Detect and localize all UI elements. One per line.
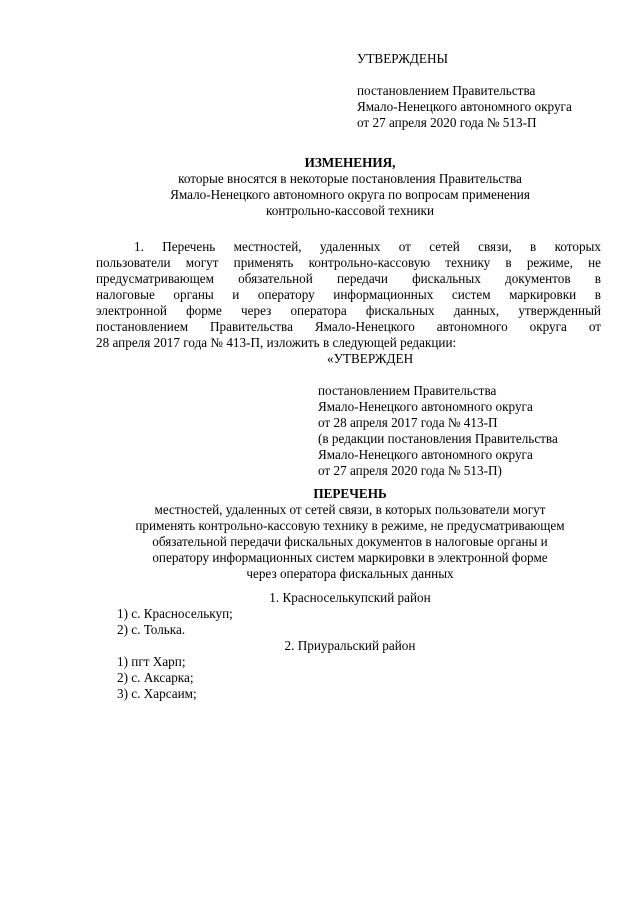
list-item: 3) с. Харсаим; xyxy=(117,686,197,701)
list-subtitle-line: применять контрольно-кассовую технику в режиме, не предусматривающем xyxy=(135,518,565,533)
changes-subtitle-line: Ямало-Ненецкого автономного округа по вопросам применения xyxy=(170,187,530,202)
approval-line: от 27 апреля 2020 года № 513-П xyxy=(357,115,537,130)
district-heading: 1. Красноселькупский район xyxy=(269,590,431,605)
approval-line: постановлением Правительства xyxy=(357,83,536,98)
list-item: 2) с. Толька. xyxy=(117,622,186,637)
paragraph-line: предусматривающем обязательной передачи фискальных документов в xyxy=(96,271,601,286)
approval-title: УТВЕРЖДЕНЫ xyxy=(357,51,449,66)
district-heading: 2. Приуральский район xyxy=(284,638,416,653)
list-subtitle-line: оператору информационных систем маркировки в электронной форме xyxy=(152,550,548,565)
list-item: 2) с. Аксарка; xyxy=(117,670,194,685)
list-title: ПЕРЕЧЕНЬ xyxy=(313,486,387,501)
inner-approval-line: (в редакции постановления Правительства xyxy=(318,431,558,446)
paragraph-line: 1. Перечень местностей, удаленных от сетей связи, в которых xyxy=(134,239,601,254)
inner-approval-line: Ямало-Ненецкого автономного округа xyxy=(318,447,533,462)
paragraph-line: 28 апреля 2017 года № 413-П, изложить в следующей редакции: xyxy=(96,335,457,350)
list-subtitle-line: обязательной передачи фискальных документов в налоговые органы и xyxy=(152,534,548,549)
changes-subtitle-line: контрольно-кассовой техники xyxy=(265,203,435,218)
paragraph-line: пользователи могут применять контрольно-кассовую технику в режиме, не xyxy=(96,255,601,270)
inner-approval-line: Ямало-Ненецкого автономного округа xyxy=(318,399,533,414)
list-subtitle-line: местностей, удаленных от сетей связи, в которых пользователи могут xyxy=(154,502,546,517)
inner-approval-line: от 28 апреля 2017 года № 413-П xyxy=(318,415,498,430)
changes-title: ИЗМЕНЕНИЯ, xyxy=(304,155,396,170)
list-subtitle-line: через оператора фискальных данных xyxy=(246,566,454,581)
paragraph-line: налоговые органы и оператору информационных систем маркировки в xyxy=(96,287,601,302)
inner-approval-title: «УТВЕРЖДЕН xyxy=(327,351,414,366)
paragraph-line: электронной форме через оператора фискальных данных, утвержденный xyxy=(96,303,601,318)
approval-line: Ямало-Ненецкого автономного округа xyxy=(357,99,572,114)
list-item: 1) пгт Харп; xyxy=(117,654,186,669)
paragraph-line: постановлением Правительства Ямало-Ненецкого автономного округа от xyxy=(96,319,601,334)
inner-approval-line: от 27 апреля 2020 года № 513-П) xyxy=(318,463,502,478)
inner-approval-line: постановлением Правительства xyxy=(318,383,497,398)
list-item: 1) с. Красноселькуп; xyxy=(117,606,233,621)
changes-subtitle-line: которые вносятся в некоторые постановления Правительства xyxy=(178,171,522,186)
